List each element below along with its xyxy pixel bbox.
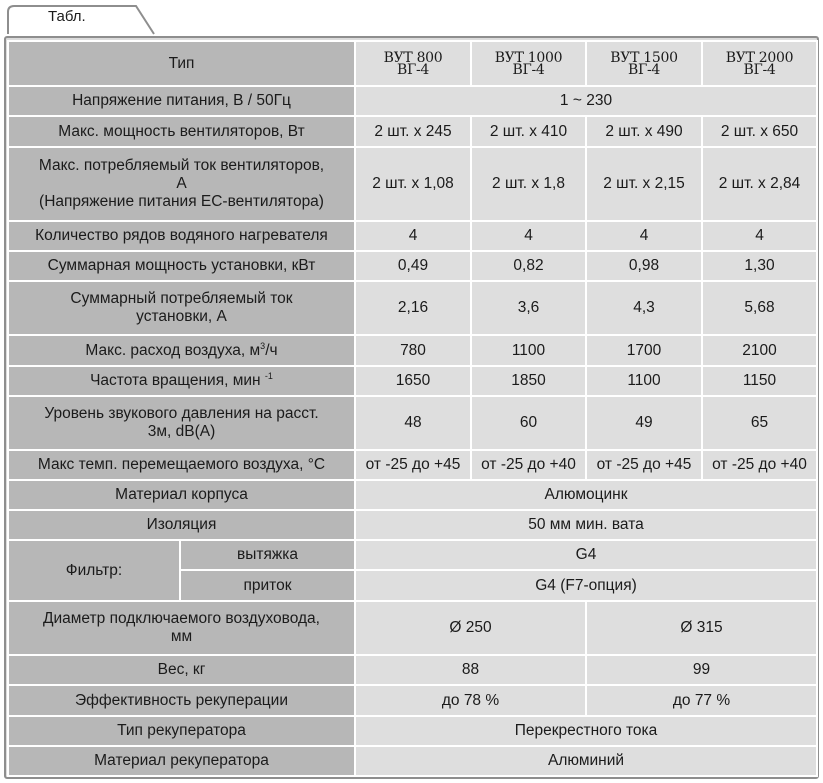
row-value: 1,30 bbox=[702, 251, 817, 281]
row-label: Материал рекуператора bbox=[8, 746, 355, 776]
row-value: 2 шт. х 1,8 bbox=[471, 147, 586, 221]
row-value: от -25 до +40 bbox=[702, 450, 817, 480]
row-label: Напряжение питания, В / 50Гц bbox=[8, 86, 355, 116]
table-row bbox=[8, 335, 817, 366]
row-value: 5,68 bbox=[702, 281, 817, 335]
table-row bbox=[8, 86, 817, 116]
spec-table bbox=[7, 40, 818, 777]
table-row bbox=[8, 601, 817, 655]
row-value: 2,16 bbox=[355, 281, 471, 335]
row-value: 99 bbox=[586, 655, 817, 685]
table-row bbox=[8, 540, 817, 570]
row-value: 2 шт. х 2,15 bbox=[586, 147, 702, 221]
row-label: Количество рядов водяного нагревателя bbox=[8, 221, 355, 251]
row-value: 0,49 bbox=[355, 251, 471, 281]
row-value: 1850 bbox=[471, 366, 586, 396]
row-label: Макс. расход воздуха, $м^3/ч$ bbox=[8, 335, 355, 366]
row-value: 2 шт. х 410 bbox=[471, 116, 586, 147]
table-row bbox=[8, 655, 817, 685]
filter-exhaust-label: вытяжка bbox=[180, 540, 355, 570]
table-row bbox=[8, 685, 817, 716]
row-value: до 77 % bbox=[586, 685, 817, 716]
row-label: Эффективность рекуперации bbox=[8, 685, 355, 716]
tab-label: Табл. bbox=[48, 8, 86, 25]
row-label: Макс. потребляемый ток вентиляторов, А (Напряжение питания ЕС-вентилятора) bbox=[8, 147, 355, 221]
row-value: от -25 до +45 bbox=[586, 450, 702, 480]
row-value: 2 шт. х 1,08 bbox=[355, 147, 471, 221]
table-row bbox=[8, 716, 817, 746]
row-value: 2 шт. х 650 bbox=[702, 116, 817, 147]
row-value: 4 bbox=[586, 221, 702, 251]
row-label: Суммарный потребляемый ток установки, А bbox=[8, 281, 355, 335]
row-value: 0,82 bbox=[471, 251, 586, 281]
row-value: Ø 315 bbox=[586, 601, 817, 655]
model-header: ВУТ 1500 ВГ-4 bbox=[586, 41, 702, 86]
row-value: Перекрестного тока bbox=[355, 716, 817, 746]
row-value: 2 шт. х 490 bbox=[586, 116, 702, 147]
row-value: 2 шт. х 245 bbox=[355, 116, 471, 147]
row-value: 4 bbox=[355, 221, 471, 251]
row-label: Макс. мощность вентиляторов, Вт bbox=[8, 116, 355, 147]
filter-supply-label: приток bbox=[180, 570, 355, 601]
filter-exhaust-value: G4 bbox=[355, 540, 817, 570]
row-label: Тип рекуператора bbox=[8, 716, 355, 746]
model-header: ВУТ 1000 ВГ-4 bbox=[471, 41, 586, 86]
row-value: 0,98 bbox=[586, 251, 702, 281]
row-value: 2 шт. х 2,84 bbox=[702, 147, 817, 221]
table-row bbox=[8, 366, 817, 396]
table-row bbox=[8, 450, 817, 480]
row-value: Алюмоцинк bbox=[355, 480, 817, 510]
row-value: 2100 bbox=[702, 335, 817, 366]
row-label: Уровень звукового давления на расст. 3м, dB(A) bbox=[8, 396, 355, 450]
table-row bbox=[8, 396, 817, 450]
table-row bbox=[8, 147, 817, 221]
row-label: Вес, кг bbox=[8, 655, 355, 685]
row-value: 50 мм мин. вата bbox=[355, 510, 817, 540]
row-value: 3,6 bbox=[471, 281, 586, 335]
row-value: 1650 bbox=[355, 366, 471, 396]
row-value: 48 bbox=[355, 396, 471, 450]
row-value: 1 ~ 230 bbox=[355, 86, 817, 116]
table-row bbox=[8, 510, 817, 540]
row-value: 780 bbox=[355, 335, 471, 366]
row-label: Диаметр подключаемого воздуховода, мм bbox=[8, 601, 355, 655]
tab-shape bbox=[0, 0, 823, 40]
table-tab bbox=[0, 0, 823, 40]
row-value: от -25 до +45 bbox=[355, 450, 471, 480]
row-label: Изоляция bbox=[8, 510, 355, 540]
table-row bbox=[8, 221, 817, 251]
row-value: 65 bbox=[702, 396, 817, 450]
row-value: 1100 bbox=[586, 366, 702, 396]
table-row bbox=[8, 480, 817, 510]
row-value: 49 bbox=[586, 396, 702, 450]
header-row bbox=[8, 41, 817, 86]
table-row bbox=[8, 116, 817, 147]
model-header: ВУТ 2000 ВГ-4 bbox=[702, 41, 817, 86]
table-row bbox=[8, 251, 817, 281]
row-value: 4,3 bbox=[586, 281, 702, 335]
row-value: 1150 bbox=[702, 366, 817, 396]
model-header: ВУТ 800 ВГ-4 bbox=[355, 41, 471, 86]
row-value: 88 bbox=[355, 655, 586, 685]
row-label: Макс темп. перемещаемого воздуха, °С bbox=[8, 450, 355, 480]
row-value: 60 bbox=[471, 396, 586, 450]
filter-label: Фильтр: bbox=[8, 540, 180, 601]
row-value: от -25 до +40 bbox=[471, 450, 586, 480]
row-label: Суммарная мощность установки, кВт bbox=[8, 251, 355, 281]
type-header: Тип bbox=[8, 41, 355, 86]
table-row bbox=[8, 746, 817, 776]
row-value: 4 bbox=[471, 221, 586, 251]
row-label: Материал корпуса bbox=[8, 480, 355, 510]
row-value: Алюминий bbox=[355, 746, 817, 776]
row-label: Частота вращения, мин $^{-1}$ bbox=[8, 366, 355, 396]
row-value: 1700 bbox=[586, 335, 702, 366]
row-value: 1100 bbox=[471, 335, 586, 366]
row-value: Ø 250 bbox=[355, 601, 586, 655]
filter-supply-value: G4 (F7-опция) bbox=[355, 570, 817, 601]
row-value: до 78 % bbox=[355, 685, 586, 716]
row-value: 4 bbox=[702, 221, 817, 251]
table-row bbox=[8, 281, 817, 335]
